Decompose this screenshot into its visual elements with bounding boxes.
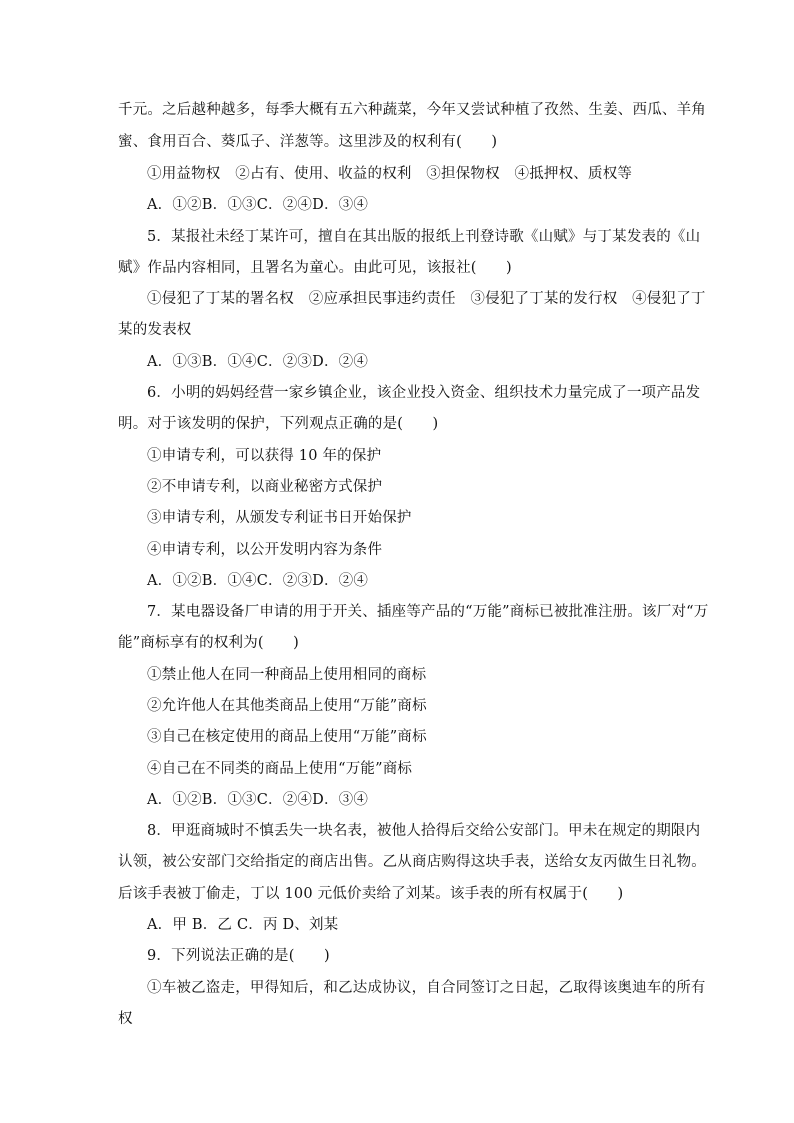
answer-choices: A．甲 B．乙 C．丙 D、刘某 xyxy=(147,917,339,933)
answer-choices: A．①②B．①④C．②③D．②④ xyxy=(147,573,369,589)
question-5: 5．某报社未经丁某许可，擅自在其出版的报纸上刊登诗歌《山赋》与丁某发表的《山 xyxy=(147,229,701,245)
option-item: ①申请专利，可以获得 10 年的保护 xyxy=(147,448,382,464)
text-line: 赋》作品内容相同，且署名为童心。由此可见，该报社( ) xyxy=(118,260,512,276)
text-line: 能”商标享有的权利为( ) xyxy=(118,635,300,651)
text-line: 权 xyxy=(118,1011,133,1027)
option-item: ③申请专利，从颁发专利证书日开始保护 xyxy=(147,510,412,526)
text-line: 蜜、食用百合、葵瓜子、洋葱等。这里涉及的权利有( ) xyxy=(118,134,498,150)
question-6: 6．小明的妈妈经营一家乡镇企业，该企业投入资金、组织技术力量完成了一项产品发 xyxy=(147,385,701,401)
text-line: 某的发表权 xyxy=(118,322,192,338)
option-item: ④申请专利，以公开发明内容为条件 xyxy=(147,542,383,558)
question-7: 7．某电器设备厂申请的用于开关、插座等产品的“万能”商标已被批准注册。该厂对“万 xyxy=(147,604,709,620)
question-9: 9．下列说法正确的是( ) xyxy=(147,948,330,964)
text-line: 认领，被公安部门交给指定的商店出售。乙从商店购得这块手表，送给女友丙做生日礼物。 xyxy=(118,854,706,870)
option-item: ②不申请专利，以商业秘密方式保护 xyxy=(147,479,383,495)
answer-choices: A．①②B．①③C．②④D．③④ xyxy=(147,792,369,808)
option-item: ①禁止他人在同一种商品上使用相同的商标 xyxy=(147,667,427,683)
options-line: ①用益物权 ②占有、使用、收益的权利 ③担保物权 ④抵押权、质权等 xyxy=(147,166,633,182)
text-line: 千元。之后越种越多，每季大概有五六种蔬菜，今年又尝试种植了孜然、生姜、西瓜、羊角 xyxy=(118,102,706,118)
option-item: ③自己在核定使用的商品上使用“万能”商标 xyxy=(147,729,427,745)
question-8: 8．甲逛商城时不慎丢失一块名表，被他人拾得后交给公安部门。甲未在规定的期限内 xyxy=(147,823,701,839)
answer-choices: A．①②B．①③C．②④D．③④ xyxy=(147,197,369,213)
option-item: ④自己在不同类的商品上使用“万能”商标 xyxy=(147,761,413,777)
option-item: ①车被乙盗走，甲得知后，和乙达成协议，自合同签订之日起，乙取得该奥迪车的所有 xyxy=(147,980,706,996)
options-line: ①侵犯了丁某的署名权 ②应承担民事违约责任 ③侵犯了丁某的发行权 ④侵犯了丁 xyxy=(147,291,706,307)
answer-choices: A．①③B．①④C．②③D．②④ xyxy=(147,354,369,370)
text-line: 明。对于该发明的保护，下列观点正确的是( ) xyxy=(118,416,439,432)
option-item: ②允许他人在其他类商品上使用“万能”商标 xyxy=(147,698,427,714)
text-line: 后该手表被丁偷走，丁以 100 元低价卖给了刘某。该手表的所有权属于( ) xyxy=(118,886,624,902)
